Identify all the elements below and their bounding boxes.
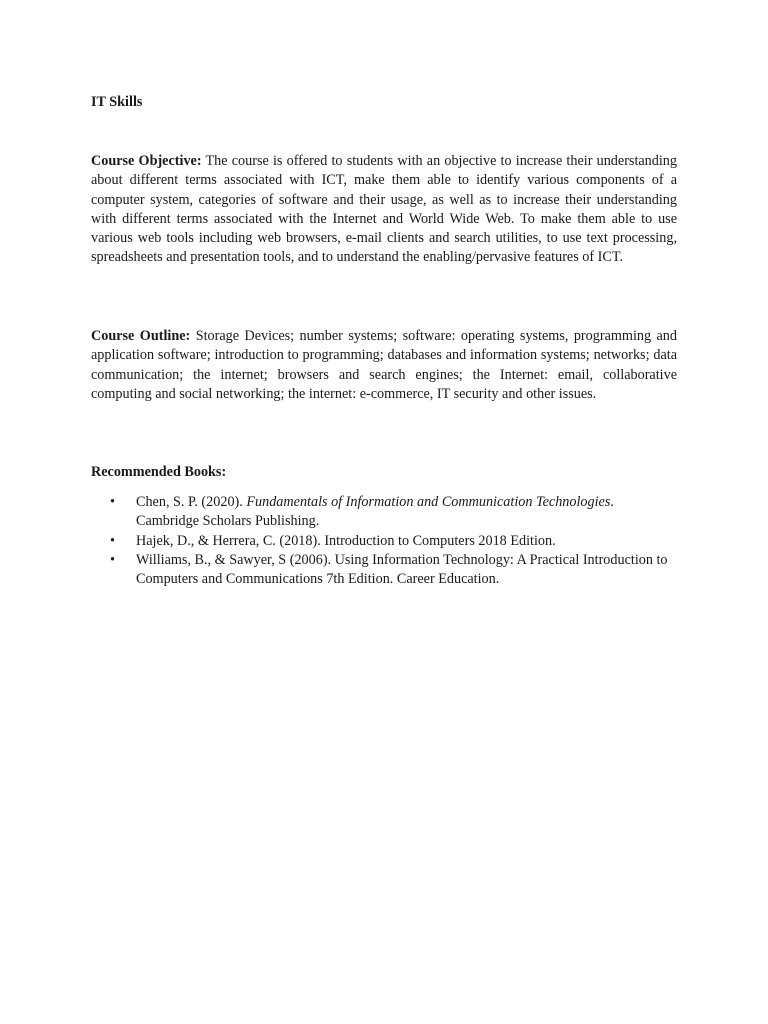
bullet-icon: • bbox=[110, 551, 115, 568]
course-outline-text: Storage Devices; number systems; software: operating systems, programming and application software; introduction to programming; databases and information systems; networks; data communication; the internet; browsers and search engines; the Internet: email, collaborative computing and social networking; the internet: e-commerce, IT security and other issues. bbox=[91, 328, 677, 402]
book-item bbox=[91, 532, 677, 551]
book-item bbox=[91, 493, 677, 532]
course-objective-text: The course is offered to students with an objective to increase their understanding about different terms associated with ICT, make them able to identify various components of a computer system, categories of software and their usage, as well as to increase their understanding with different terms associated with the Internet and World Wide Web. To make them able to use various web tools including web browsers, e-mail clients and search utilities, to use text processing, spreadsheets and presentation tools, and to understand the enabling/pervasive features of ICT. bbox=[91, 153, 677, 266]
document-title: IT Skills bbox=[91, 94, 143, 110]
course-objective-paragraph bbox=[91, 152, 677, 268]
book-citation-prefix: Williams, B., & Sawyer, S (2006). Using Information Technology: A Practical Introduction to Computers and Communications 7th Edition. Career Education. bbox=[136, 551, 668, 588]
course-outline-paragraph bbox=[91, 327, 677, 404]
bullet-icon: • bbox=[110, 532, 115, 549]
book-title-italic: Fundamentals of Information and Communication Technologies bbox=[246, 494, 611, 510]
course-outline-label: Course Outline: bbox=[91, 328, 191, 344]
recommended-books-heading: Recommended Books: bbox=[91, 464, 227, 480]
book-citation-suffix: . Cambridge Scholars Publishing. bbox=[136, 494, 614, 530]
book-item bbox=[91, 551, 677, 590]
recommended-books-list bbox=[91, 493, 677, 589]
book-citation-prefix: Chen, S. P. (2020). bbox=[136, 494, 247, 510]
book-citation-prefix: Hajek, D., & Herrera, C. (2018). Introduction to Computers 2018 Edition. bbox=[136, 532, 556, 549]
course-objective-label: Course Objective: bbox=[91, 153, 202, 169]
bullet-icon: • bbox=[110, 494, 115, 510]
